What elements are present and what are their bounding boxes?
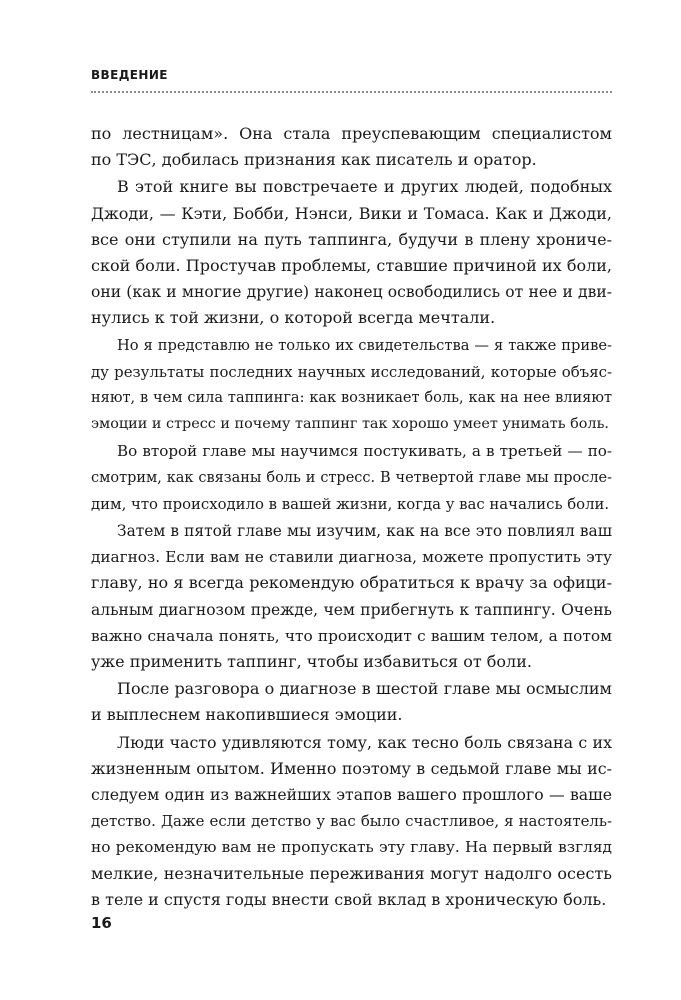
body-text [91,121,612,914]
text-line: жизненным опытом. Именно поэтому в седьмой главе мы ис- [91,758,612,778]
text-line: по лестницам». Она стала преуспевающим специалистом [91,124,612,143]
paragraph [91,518,612,675]
text-line: альным диагнозом прежде, чем прибегнуть к таппингу. Очень [91,600,612,619]
text-line: диагноз. Если вам не ставили диагноза, можете пропустить эту [91,548,612,567]
text-line: детство. Даже если детство у вас было счастливое, я настоятель- [91,812,612,831]
text-line: в теле и спустя годы внести свой вклад в хроническую боль. [91,889,607,909]
text-line: и выплеснем накопившиеся эмоции. [91,705,403,725]
text-line: следуем один из важнейших этапов вашего прошлого — ваше [91,785,612,805]
running-header: ВВЕДЕНИЕ [91,68,168,82]
text-line: дим, что происходило в вашей жизни, когда у вас начались боли. [91,494,610,513]
text-line: они (как и многие другие) наконец освободились от нее и дви- [91,283,612,302]
text-line: мелкие, незначительные переживания могут надолго осесть [91,863,612,883]
paragraph [91,438,612,517]
text-line: Во второй главе мы научимся постукивать, а в третьей — по- [117,442,612,461]
text-line: Джоди, — Кэти, Бобби, Нэнси, Вики и Томаса. Как и Джоди, [91,203,612,223]
page-number: 16 [91,914,112,932]
text-line: смотрим, как связаны боль и стресс. В четвертой главе мы просле- [91,469,612,486]
text-line: Но я представлю не только их свидетельства — я также приве- [117,336,612,354]
text-line: После разговора о диагнозе в шестой главе мы осмыслим [117,679,612,699]
paragraph [91,121,612,173]
header-divider [91,91,612,93]
paragraph [91,333,612,438]
text-line: важно сначала понять, что происходит с вашим телом, а потом [91,626,612,645]
text-line: уже применить таппинг, чтобы избавиться от боли. [91,652,532,672]
text-line: ду результаты последних научных исследований, которые объяс- [91,362,612,381]
text-line: но рекомендую вам не пропускать эту главу. На первый взгляд [91,838,612,857]
text-line: по ТЭС, добилась признания как писатель и оратор. [91,150,537,170]
text-line: главу, но я всегда рекомендую обратиться к врачу за офици- [91,573,612,593]
paragraph [91,676,612,728]
paragraph [91,174,612,331]
text-line: все они ступили на путь таппинга, будучи в плену хрониче- [91,229,612,249]
text-line: В этой книге вы повстречаете и других людей, подобных [117,177,612,197]
text-line: ской боли. Простучав проблемы, ставшие причиной их боли, [91,256,612,276]
paragraph [91,730,612,913]
text-line: Затем в пятой главе мы изучим, как на все это повлиял ваш [117,522,612,541]
text-line: нулись к той жизни, о которой всегда мечтали. [91,308,496,328]
text-line: Люди часто удивляются тому, как тесно боль связана с их [117,732,612,752]
text-line: эмоции и стресс и почему таппинг так хорошо умеет унимать боль. [91,416,609,433]
text-line: няют, в чем сила таппинга: как возникает боль, как на нее влияют [91,390,612,407]
